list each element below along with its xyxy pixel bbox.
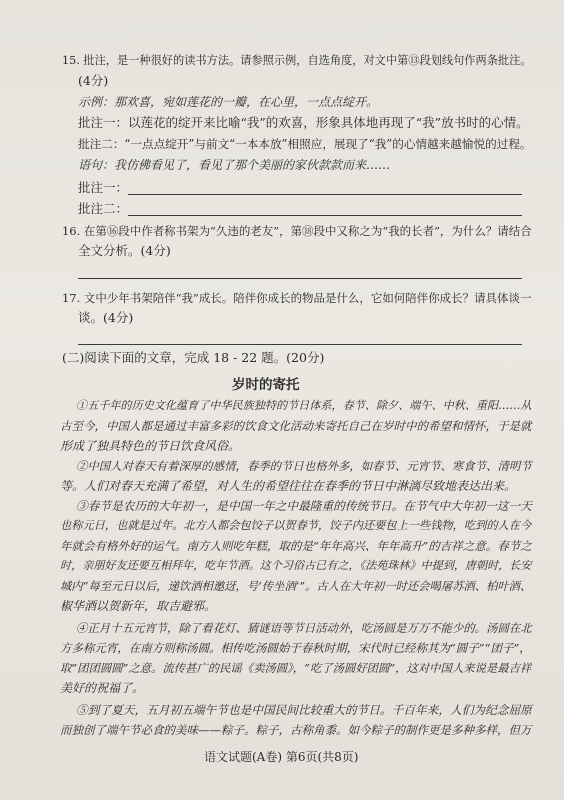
q15-note1: 批注一：以莲花的绽开来比喻“我”的欢喜，形象具体地再现了“我”放书时的心情。 (78, 115, 529, 130)
q15-answer-line-1 (128, 194, 522, 195)
q15-example: 示例：那欢喜，宛如莲花的一瓣，在心里，一点点绽开。 (78, 95, 379, 109)
para1-line2: 古至今，中国人都是通过丰富多彩的饮食文化活动来寄托自己在岁时中的希望和情怀，于是就 (60, 419, 532, 433)
para4-line4: 美好的祝福了。 (60, 681, 145, 695)
para3-line2: 也称元日，也就是过年。北方人都会包饺子以贺春节，饺子内还要包上一些钱物，吃到的人在今 (60, 519, 532, 532)
q16-line2: 全文分析。(4分) (78, 243, 171, 258)
article-title: 岁时的寄托 (232, 377, 300, 393)
q17-line2: 谈。(4分) (78, 310, 134, 325)
para5-line2: 而独创了端午节必食的美味——粽子。粽子，古称角黍。如今粽子的制作更是多种多样，但万 (60, 723, 532, 737)
para3-line5: 城内“每至元日以后，递饮酒相邀迓，号‘传坐酒’”。古人在大年初一时还会喝屠苏酒、柏叶酒、 (60, 579, 532, 593)
para4-line3: 取“团团圆圆”之意。流传甚广的民谣《卖汤圆》，“吃了汤圆好团圆”，这对中国人来说是最吉祥 (60, 661, 532, 675)
q15-blank1-label: 批注一： (78, 180, 129, 195)
q17-line1: 17. 文中少年书架陪伴“我”成长。陪伴你成长的物品是什么，它如何陪伴你成长？请具体谈一 (62, 291, 532, 305)
q15-note2: 批注二：“一点点绽开”与前文“一本本放”相照应，展现了“我”的心情越来越愉悦的过程。 (78, 137, 532, 151)
para3-line3: 年就会有格外好的运气。南方人则吃年糕，取的是“年年高兴、年年高升”的吉祥之意。春节之 (60, 539, 532, 553)
q16-line1: 16. 在第⑯段中作者称书架为“久违的老友”，第⑱段中又称之为“我的长者”，为什么？请结合 (62, 224, 532, 238)
q15-blank2-label: 批注二： (78, 201, 129, 216)
section2-heading: (二)阅读下面的文章，完成 18 - 22 题。(20分) (62, 350, 325, 365)
q16-answer-line (78, 278, 522, 279)
page-footer: 语文试题(A卷) 第6页(共8页) (204, 750, 359, 764)
para4-line1: ④正月十五元宵节，除了看花灯、猜谜语等节日活动外，吃汤圆是万万不能少的。汤圆在北 (76, 621, 532, 635)
para3-line4: 时，亲朋好友还要互相拜年，吃年节酒。这个习俗古已有之，《法苑珠林》中提到，唐朝时，长安 (60, 559, 532, 572)
para2-line2: 等。人们对春天充满了希望，对人生的希望往往在春季的节日中淋漓尽致地表达出来。 (60, 479, 517, 493)
para3-line1: ③春节是农历的大年初一，是中国一年之中最隆重的传统节日。在节气中大年初一这一天 (76, 499, 532, 513)
q15-line1: 15. 批注，是一种很好的读书方法。请参照示例，自选角度，对文中第⑬段划线句作两条批注。 (62, 54, 532, 67)
q15-line2: (4分) (78, 73, 109, 88)
para3-line6: 椒华酒以贺新年，取吉避邪。 (60, 599, 217, 613)
para1-line1: ①五千年的历史文化蕴育了中华民族独特的节日体系，春节、除夕、端午、中秋、重阳……从 (76, 399, 532, 412)
para5-line1: ⑤到了夏天，五月初五端午节也是中国民间比较重大的节日。千百年来，人们为纪念屈原 (76, 703, 532, 717)
para4-line2: 方多称元宵，在南方则称汤圆。相传吃汤圆始于春秋时期，宋代时已经称其为“圆子”“团子”， (60, 641, 531, 655)
q17-answer-line (78, 344, 522, 345)
para1-line3: 形成了独具特色的节日饮食风俗。 (60, 439, 241, 453)
para2-line1: ②中国人对春天有着深厚的感情，春季的节日也格外多，如春节、元宵节、寒食节、清明节 (76, 459, 532, 473)
q15-answer-line-2 (128, 215, 522, 216)
q15-sentence: 语句：我仿佛看见了，看见了那个美丽的家伙款款而来…… (78, 158, 391, 172)
